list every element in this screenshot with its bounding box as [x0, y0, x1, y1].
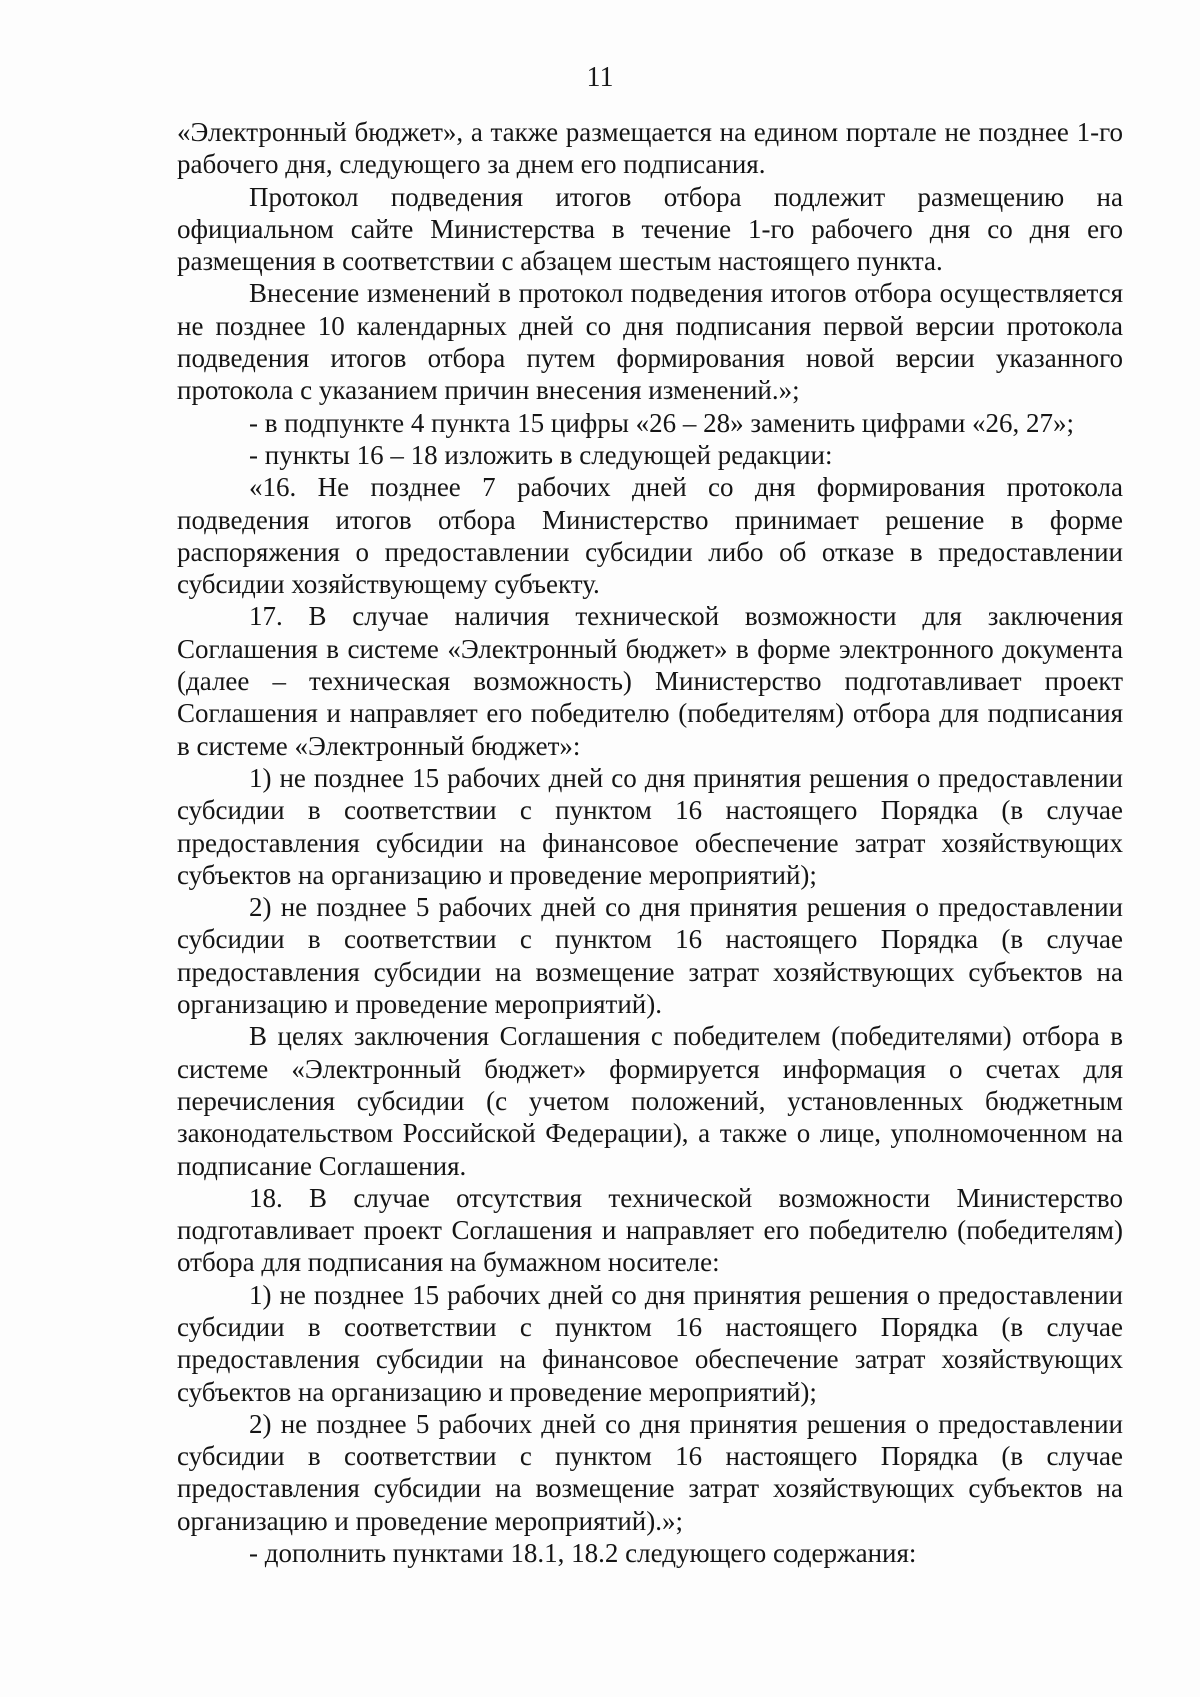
paragraph-amendment-add-items: - дополнить пунктами 18.1, 18.2 следующего содержания:: [249, 1538, 917, 1569]
paragraph-item-18-sub-1: 1) не позднее 15 рабочих дней со дня принятия решения о предоставлении субсидии в соответствии с пунктом 16 настоящего Порядка (в случае предоставления субсидии на финансовое обеспечение затрат хозяйствующих субъектов на организацию и проведение мероприятий);: [177, 1279, 1123, 1407]
paragraph-protocol-changes: Внесение изменений в протокол подведения итогов отбора осуществляется не позднее 10 календарных дней со дня подписания первой версии протокола подведения итогов отбора путем формирования новой версии указанного протокола с указанием причин внесения изменений.»;: [177, 278, 1123, 406]
paragraph-item-17: 17. В случае наличия технической возможности для заключения Соглашения в системе «Электронный бюджет» в форме электронного документа (далее – техническая возможность) Министерство подготавливает проект Соглашения и направляет его победителю (победителям) отбора для подписания в системе «Электронный бюджет»:: [177, 601, 1123, 761]
paragraph-item-18: 18. В случае отсутствия технической возможности Министерство подготавливает проект Соглашения и направляет его победителю (победителям) отбора для подписания на бумажном носителе:: [177, 1182, 1123, 1278]
paragraph-item-16: «16. Не позднее 7 рабочих дней со дня формирования протокола подведения итогов отбора Министерство принимает решение в форме распоряжения о предоставлении субсидии либо об отказе в предоставлении субсидии хозяйствующему субъекту.: [177, 472, 1123, 600]
document-body: [177, 116, 1123, 1569]
paragraph-protocol-publication: Протокол подведения итогов отбора подлежит размещению на официальном сайте Министерства в течение 1-го рабочего дня со дня его размещения в соответствии с абзацем шестым настоящего пункта.: [177, 181, 1123, 277]
paragraph-item-17-sub-1: 1) не позднее 15 рабочих дней со дня принятия решения о предоставлении субсидии в соответствии с пунктом 16 настоящего Порядка (в случае предоставления субсидии на финансовое обеспечение затрат хозяйствующих субъектов на организацию и проведение мероприятий);: [177, 762, 1123, 890]
paragraph-item-17-sub-2: 2) не позднее 5 рабочих дней со дня принятия решения о предоставлении субсидии в соответствии с пунктом 16 настоящего Порядка (в случае предоставления субсидии на возмещение затрат хозяйствующих субъектов на организацию и проведение мероприятий).: [177, 892, 1123, 1020]
paragraph-continuation: «Электронный бюджет», а также размещается на едином портале не позднее 1-го рабочего дня, следующего за днем его подписания.: [177, 117, 1123, 180]
paragraph-item-18-sub-2: 2) не позднее 5 рабочих дней со дня принятия решения о предоставлении субсидии в соответствии с пунктом 16 настоящего Порядка (в случае предоставления субсидии на возмещение затрат хозяйствующих субъектов на организацию и проведение мероприятий).»;: [177, 1408, 1123, 1536]
paragraph-agreement-info: В целях заключения Соглашения с победителем (победителями) отбора в системе «Электронный бюджет» формируется информация о счетах для перечисления субсидии (с учетом положений, установленных бюджетным законодательством Российской Федерации), а также о лице, уполномоченном на подписание Соглашения.: [177, 1021, 1123, 1181]
paragraph-amendment-item-15: - в подпункте 4 пункта 15 цифры «26 – 28» заменить цифрами «26, 27»;: [249, 407, 1075, 438]
paragraph-amendment-items-16-18: - пункты 16 – 18 изложить в следующей редакции:: [249, 439, 833, 470]
page-number: 11: [586, 62, 614, 93]
